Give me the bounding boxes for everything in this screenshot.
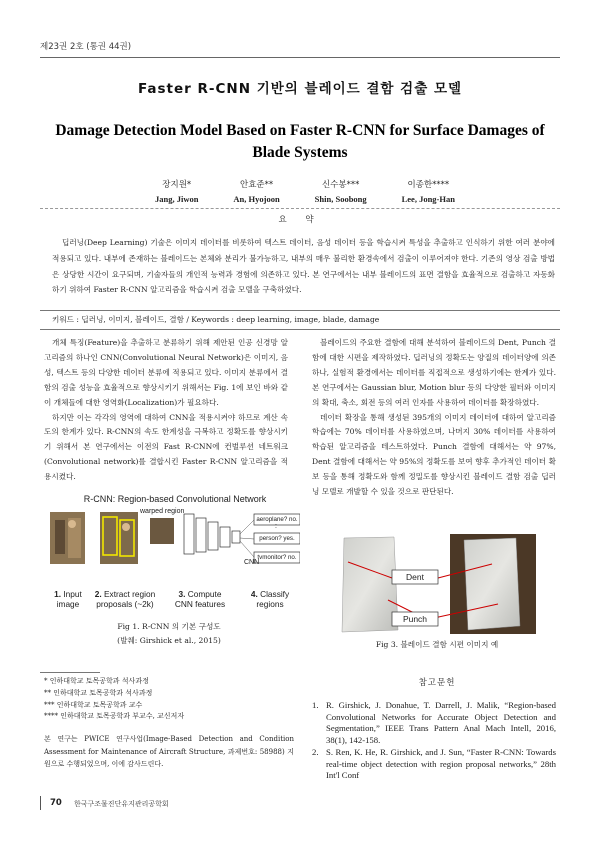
abstract [52,235,555,298]
reference-text: R. Girshick, J. Donahue, T. Darrell, J. Malik, “Region-based Convolutional Networks for Accurate Object Detection and Segmentation,” IEEE Trans Pattern Anal Mach Intell, 2016, 38(1), 142-158. [326,700,556,746]
class-output-ellipsis: : [275,523,277,530]
class-output: aeroplane? no. [256,516,298,523]
references-heading: 참고문헌 [418,678,456,688]
step-text: image [56,599,80,609]
warped-region-label: warped region [140,508,185,515]
cnn-label: CNN [244,559,260,566]
footer-divider [40,796,41,810]
input-image-thumbnail [50,512,85,564]
author-name-english: Jang, Jiwon [155,194,199,204]
author-list [155,178,455,206]
step-label [168,589,232,609]
reference-item [312,747,556,782]
body-left-column [44,336,288,485]
author-divider [40,208,560,209]
footnote: ** 인하대학교 토목공학과 석사과정 [44,688,153,697]
region-proposals-thumbnail [100,512,138,564]
dent-label: Dent [406,572,424,582]
body-right-column [312,336,556,500]
references-list [312,700,556,782]
abstract-heading: 요 약 [278,215,322,225]
figure-3 [338,534,538,634]
author [402,178,455,206]
warped-region-thumbnail [150,518,174,544]
figure-3-image [338,534,538,634]
step-text: regions [256,599,284,609]
author-name-korean: 안효준** [240,180,274,190]
step-text: proposals (~2k) [96,599,154,609]
step-text: Extract region [104,589,156,599]
step-number: 4. [250,589,258,599]
figure-3-caption: Fig 3. 블레이드 결함 시편 이미지 예 [375,640,499,649]
body-paragraph: 하지만 이는 각각의 영역에 대하여 CNN을 적용시켜야 하므로 계산 속도의 한계가 있다. R-CNN의 속도 한계성을 극복하고 정확도를 향상시키기 위해서 본 연구에서는 이전의 Fast R-CNN에 컨벌루션 네트워크(Convolutional network)를 결합시킨 Faster R-CNN 알고리즘을 적용시켰다. [44,412,288,482]
figure-1-caption-source: (발췌: Girshick et al., 2015) [117,636,221,645]
paper-title-english: Damage Detection Model Based on Faster R-CNN for Surface Damages of Blade Systems [55,122,545,161]
step-number: 3. [178,589,186,599]
punch-label: Punch [402,614,428,624]
footnote: * 인하대학교 토목공학과 석사과정 [44,677,149,685]
footnote: **** 인하대학교 토목공학과 부교수, 교신저자 [44,712,185,721]
author-name-english: An, Hyojoon [233,194,280,204]
cnn-layers [184,514,240,554]
body-paragraph: 데이터 확장을 통해 생성된 395개의 이미지 데이터에 대하여 알고리즘 학습에는 70% 데이터를 사용하였으며, 나머지 30% 데이터를 사용하여 학습된 알고리즘을 테스트하였다. Punch 결함에 대해서는 약 97%, Dent 결함에 대해서는 약 95%의 정확도를 보여 향후 추가적인 데이터 확보 등을 통해 정확도와 함께 정밀도를 향상시킨 블레이드 결함 검출 딥러닝 모델로 개발할 수 있을 것으로 판단된다. [312,412,556,497]
step-text: Input [63,589,82,599]
figure-1-caption-title: Fig 1. R-CNN 의 기본 구성도 [117,622,221,631]
cnn-connections [240,520,254,557]
footnote: *** 인하대학교 토목공학과 교수 [44,700,143,709]
author-name-korean: 이종한**** [407,180,450,190]
step-label [90,589,160,609]
abstract-text: 딥러닝(Deep Learning) 기술은 이미지 데이터를 비롯하여 텍스트 데이터, 음성 데이터 등을 학습시켜 특성을 추출하고 인식하기 위한 여러 분야에 적용되고 있다. 내부에 존재하는 블레이드는 본체와 분리가 불가능하고, 내부의 매우 불리한 환경속에서 검출이 이루어져야 한다. 기존의 영상 검출 방법은 상당한 시간이 요구되며, 기술자들의 개인적 능력과 경험에 의존하고 있다. 본 연구에서는 내부 블레이드의 표면 결함을 효율적으로 검출하고 자동화하기 위하여 Faster R-CNN 알고리즘을 학습시켜 검출 모델을 구축하였다. [52,238,555,295]
page-number: 70 [50,798,62,808]
step-number: 1. [54,589,62,599]
step-text: Classify [260,589,290,599]
rcnn-figure [50,494,300,612]
journal-volume: 제23권 2호 (통권 44권) [40,42,132,52]
author [233,178,279,206]
author-name-english: Shin, Soobong [314,194,367,204]
figure-1-caption [44,620,294,648]
author-name-korean: 신수봉*** [321,180,360,190]
reference-number: 2. [312,746,319,757]
step-label [44,589,92,609]
journal-name: 한국구조물진단유지관리공학회 [74,800,169,808]
step-text: CNN features [174,599,226,609]
step-label [242,589,298,609]
footnotes [44,676,294,723]
paper-title-korean: Faster R-CNN 기반의 블레이드 결함 검출 모델 [137,81,463,97]
body-paragraph: 블레이드의 주요한 결함에 대해 분석하여 블레이드의 Dent, Punch 결함에 대한 시편을 제작하였다. 딥러닝의 정확도는 양질의 데이터양에 의존하나, 실험적 환경에서는 데이터를 직접적으로 생성하기에는 한계가 있다. 본 연구에서는 Gaussian blur, Motion blur 등의 다양한 필터와 이미지의 확대, 축소, 회전 등의 여러 인자를 사용하여 데이터를 확장하였다. [312,338,556,407]
funding-acknowledgement: 본 연구는 PWICE 연구사업(Image-Based Detection and Condition Assessment for Maintenance of Aircraft Structure, 과제번호: 58988) 지원으로 수행되었으며, 이에 감사드린다. [44,735,294,768]
author-name-korean: 장지원* [162,180,192,190]
author-name-english: Lee, Jong-Han [401,194,455,204]
author [155,178,198,206]
class-output: tvmonitor? no. [257,554,297,561]
blade-specimen-left [342,537,398,632]
body-paragraph: 개체 특징(Feature)을 추출하고 분류하기 위해 제안된 인공 신경망 알고리즘의 하나인 CNN(Convolutional Neural Network)은 이미지, 음성, 텍스트 등의 다양한 데이터 분류에 적용되고 있다. 이미지 분류에서 결함의 검출 성능을 효율적으로 향상시키기 위해서는 Fig. 1에 보인 바와 같이 개체들에 대한 영역화(Localization)가 필요하다. [44,338,288,407]
reference-item [312,700,556,747]
reference-text: S. Ren, K. He, R. Girshick, and J. Sun, “Faster R-CNN: Towards real-time object detection with region proposal networks,” 28th Int'l Conf [326,746,556,781]
footnote-divider [40,672,100,673]
step-text: Compute [187,589,222,599]
author [315,178,367,206]
header-divider [40,57,560,58]
reference-number: 1. [312,700,319,710]
step-number: 2. [94,589,102,599]
keywords: 키워드 : 딥러닝, 이미지, 블레이드, 결함 / Keywords : deep learning, image, blade, damage [40,310,560,330]
class-output: person? yes. [259,535,295,542]
blade-specimen-right [464,538,520,630]
rcnn-figure-title: R-CNN: Region-based Convolutional Network [83,494,267,504]
